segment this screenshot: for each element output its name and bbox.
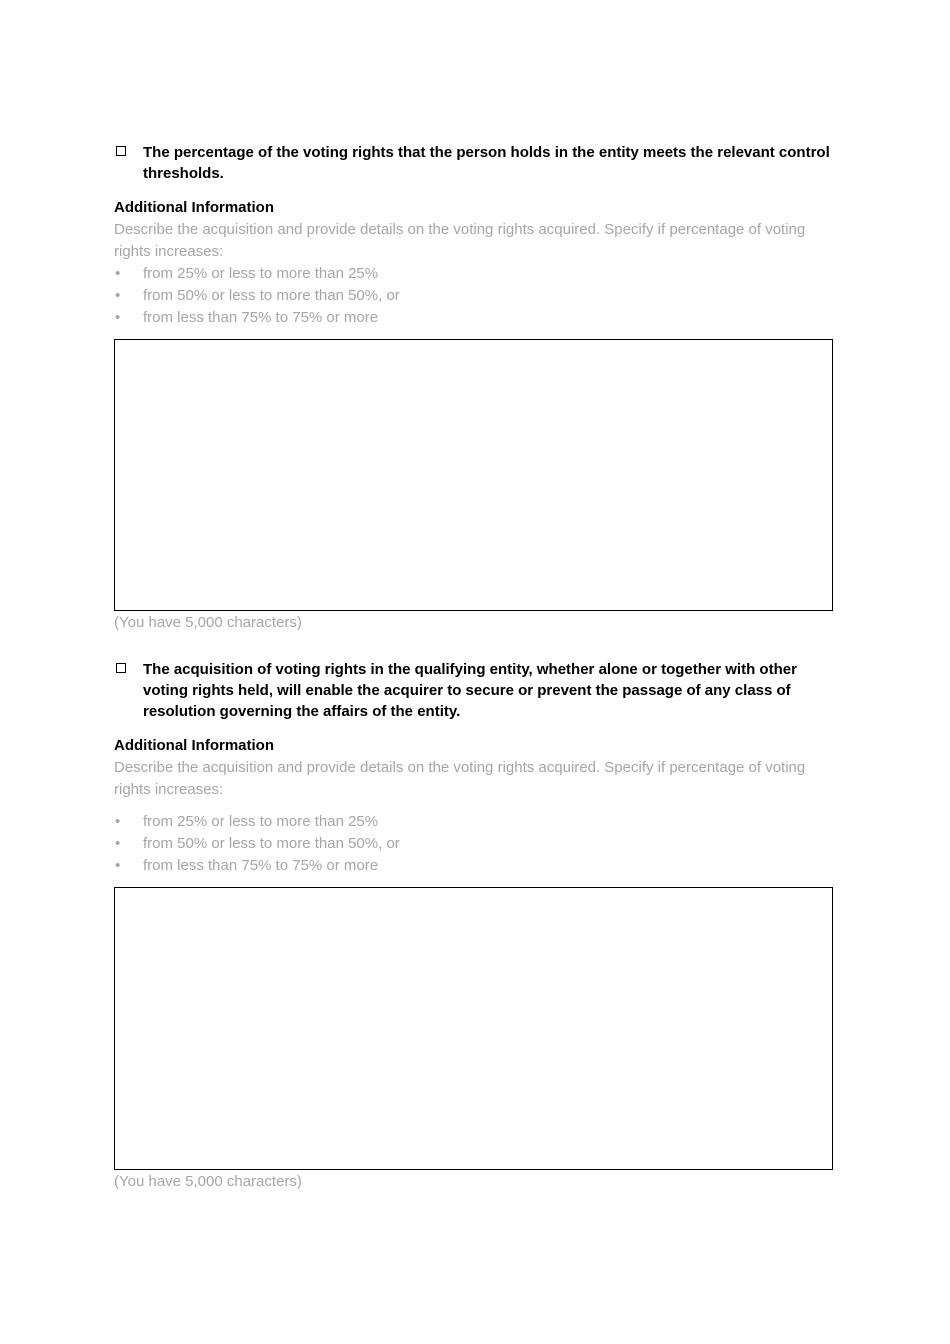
resolution-control-option[interactable] [114, 659, 834, 722]
threshold-hint-list [114, 811, 834, 877]
additional-information-input[interactable] [114, 887, 833, 1170]
additional-information-hint: Describe the acquisition and provide details on the voting rights acquired. Specify if percentage of voting rights increases: [114, 221, 806, 260]
list-item [114, 811, 834, 833]
voting-threshold-section [114, 142, 834, 634]
character-count: (You have 5,000 characters) [114, 614, 302, 631]
voting-threshold-option[interactable] [114, 142, 834, 184]
list-item [114, 263, 834, 285]
list-item-text: from 25% or less to more than 25% [143, 813, 379, 830]
voting-threshold-label: The percentage of the voting rights that the person holds in the entity meets the relevant control thresholds. [143, 144, 830, 182]
resolution-control-checkbox[interactable] [116, 663, 126, 673]
list-item [114, 307, 834, 329]
bullet-icon: • [115, 309, 121, 326]
list-item-text: from 25% or less to more than 25% [143, 265, 379, 282]
bullet-icon: • [115, 835, 121, 852]
bullet-icon: • [115, 813, 121, 830]
list-item [114, 833, 834, 855]
list-item-text: from 50% or less to more than 50%, or [143, 287, 400, 304]
resolution-control-section [114, 659, 834, 1193]
bullet-icon: • [115, 287, 121, 304]
list-item-text: from less than 75% to 75% or more [143, 309, 379, 326]
additional-information-heading: Additional Information [114, 737, 274, 754]
bullet-icon: • [115, 857, 121, 874]
additional-information-heading: Additional Information [114, 199, 274, 216]
additional-information-input[interactable] [114, 339, 833, 611]
list-item [114, 285, 834, 307]
bullet-icon: • [115, 265, 121, 282]
resolution-control-label: The acquisition of voting rights in the qualifying entity, whether alone or together with other voting rights held, will enable the acquirer to secure or prevent the passage of any class of resolution governing the affairs of the entity. [143, 661, 797, 720]
character-count: (You have 5,000 characters) [114, 1173, 302, 1190]
list-item-text: from 50% or less to more than 50%, or [143, 835, 400, 852]
list-item-text: from less than 75% to 75% or more [143, 857, 379, 874]
threshold-hint-list [114, 263, 834, 329]
additional-information-hint: Describe the acquisition and provide details on the voting rights acquired. Specify if percentage of voting rights increases: [114, 759, 806, 798]
voting-threshold-checkbox[interactable] [116, 146, 126, 156]
list-item [114, 855, 834, 877]
